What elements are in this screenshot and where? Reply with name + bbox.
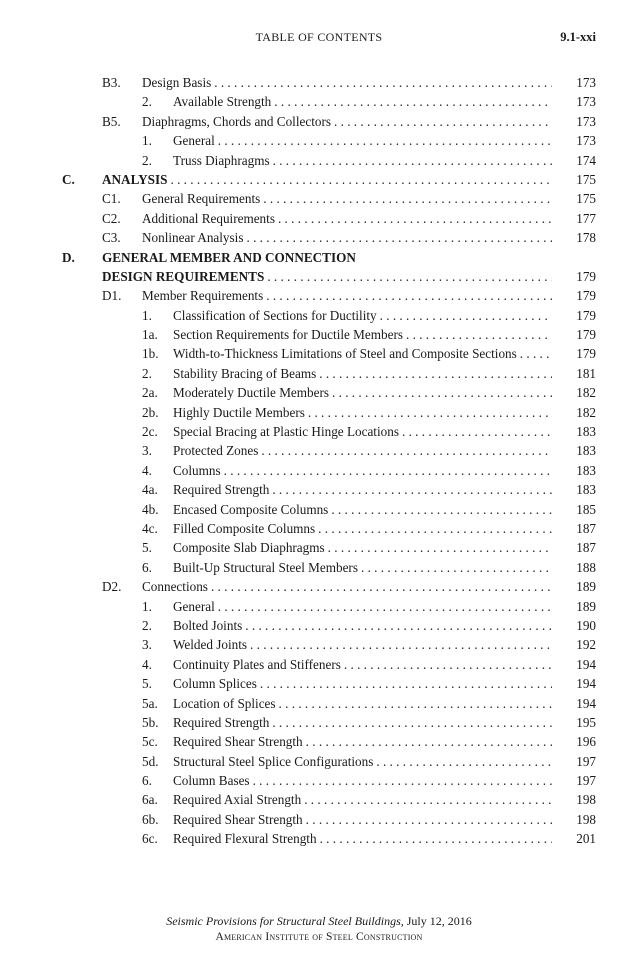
toc-entry-number: 6. xyxy=(142,559,152,575)
toc-entry-number: 4. xyxy=(142,462,152,478)
dot-leader xyxy=(331,500,552,519)
toc-entry xyxy=(0,616,638,635)
toc-entry-title: Required Axial Strength xyxy=(173,792,302,808)
dot-leader xyxy=(318,519,552,538)
toc-entry-title: Columns xyxy=(173,462,221,478)
toc-entry xyxy=(0,519,638,538)
dot-leader xyxy=(250,635,552,654)
toc-entry xyxy=(0,810,638,829)
toc-entry-number: 4c. xyxy=(142,520,158,536)
toc-entry-title: Highly Ductile Members xyxy=(173,404,305,420)
toc-entry xyxy=(0,771,638,790)
page-footer xyxy=(0,913,638,945)
toc-entry-number: B3. xyxy=(102,75,121,90)
toc-entry xyxy=(0,112,638,131)
toc-entry-title: Member Requirements xyxy=(142,288,264,304)
toc-section-heading xyxy=(0,170,638,189)
toc-entry-title: Column Splices xyxy=(173,676,257,692)
dot-leader xyxy=(245,616,552,635)
toc-entry-number: 2a. xyxy=(142,385,158,401)
toc-entry-page: 174 xyxy=(576,152,596,168)
toc-entry-title: Bolted Joints xyxy=(173,617,243,633)
toc-entry-number: B5. xyxy=(102,113,121,129)
toc-entry-title: DESIGN REQUIREMENTS xyxy=(102,268,265,284)
toc-entry-title: Structural Steel Splice Configurations xyxy=(173,753,374,769)
toc-entry-page: 196 xyxy=(576,734,596,750)
toc-entry-page: 185 xyxy=(576,501,596,517)
toc-entry xyxy=(0,655,638,674)
table-of-contents xyxy=(0,73,638,849)
toc-entry-title-line: GENERAL MEMBER AND CONNECTION xyxy=(102,249,356,265)
toc-entry-number: C3. xyxy=(102,230,121,246)
toc-entry xyxy=(0,364,638,383)
toc-entry xyxy=(0,151,638,170)
toc-entry-page: 183 xyxy=(576,424,596,440)
toc-entry-title: Truss Diaphragms xyxy=(173,152,270,168)
dot-leader xyxy=(406,325,552,344)
toc-entry xyxy=(0,73,638,92)
toc-entry-title: Moderately Ductile Members xyxy=(173,385,330,401)
toc-entry xyxy=(0,131,638,150)
dot-leader xyxy=(320,829,552,848)
dot-leader xyxy=(376,752,552,771)
dot-leader xyxy=(402,422,552,441)
toc-entry-title: General xyxy=(173,598,215,614)
dot-leader xyxy=(308,403,552,422)
toc-entry xyxy=(0,577,638,596)
toc-entry-page: 189 xyxy=(576,598,596,614)
dot-leader xyxy=(218,597,552,616)
toc-entry-page: 179 xyxy=(576,288,596,304)
toc-entry-number: 2. xyxy=(142,617,152,633)
toc-entry-page: 173 xyxy=(576,94,596,110)
toc-entry xyxy=(0,713,638,732)
toc-entry-title: General Requirements xyxy=(142,191,261,207)
toc-entry xyxy=(0,383,638,402)
toc-entry xyxy=(0,558,638,577)
toc-entry-page: 179 xyxy=(576,307,596,323)
toc-entry-number: 3. xyxy=(142,443,152,459)
toc-entry-number: 6b. xyxy=(142,811,159,827)
toc-entry-page: 188 xyxy=(576,559,596,575)
dot-leader xyxy=(272,713,552,732)
toc-entry-title: Stability Bracing of Beams xyxy=(173,365,317,381)
toc-entry-number: 1b. xyxy=(142,346,159,362)
dot-leader xyxy=(246,228,552,247)
toc-entry xyxy=(0,92,638,111)
dot-leader xyxy=(261,441,552,460)
toc-entry xyxy=(0,674,638,693)
toc-entry-number: 2c. xyxy=(142,424,158,440)
toc-entry-number: 1. xyxy=(142,133,152,149)
toc-entry-number: 1. xyxy=(142,307,152,323)
toc-entry-title: Special Bracing at Plastic Hinge Locations xyxy=(173,424,399,440)
dot-leader xyxy=(328,538,552,557)
toc-entry-page: 182 xyxy=(576,385,596,401)
toc-entry-title: Column Bases xyxy=(173,773,250,789)
toc-entry-number: C2. xyxy=(102,210,121,226)
toc-entry xyxy=(0,829,638,848)
toc-entry-number: 2. xyxy=(142,152,152,168)
toc-entry-page: 181 xyxy=(576,365,596,381)
toc-entry-number: 5. xyxy=(142,540,152,556)
toc-entry-number: 2. xyxy=(142,365,152,381)
toc-entry-number: D. xyxy=(62,249,75,265)
dot-leader xyxy=(274,92,552,111)
toc-entry-page: 192 xyxy=(576,637,596,653)
toc-entry-title: ANALYSIS xyxy=(102,171,168,187)
toc-entry xyxy=(0,441,638,460)
dot-leader xyxy=(319,364,552,383)
toc-entry-page: 183 xyxy=(576,462,596,478)
toc-entry xyxy=(0,538,638,557)
dot-leader xyxy=(273,151,552,170)
toc-entry xyxy=(0,403,638,422)
toc-entry-title: Required Shear Strength xyxy=(173,811,303,827)
footer-publisher: American Institute of Steel Construction xyxy=(215,931,423,943)
toc-entry-page: 198 xyxy=(576,792,596,808)
dot-leader xyxy=(211,577,552,596)
dot-leader xyxy=(278,209,552,228)
toc-entry xyxy=(0,228,638,247)
toc-entry-page: 175 xyxy=(576,171,596,187)
toc-entry-number: 6. xyxy=(142,773,152,789)
toc-entry-title: Required Shear Strength xyxy=(173,734,303,750)
toc-section-heading xyxy=(0,248,638,267)
dot-leader xyxy=(253,771,552,790)
toc-entry-page: 179 xyxy=(576,268,596,284)
toc-entry-page: 173 xyxy=(576,75,596,90)
toc-entry-title: Composite Slab Diaphragms xyxy=(173,540,325,556)
toc-entry-page: 177 xyxy=(576,210,596,226)
dot-leader xyxy=(306,810,552,829)
toc-entry xyxy=(0,286,638,305)
toc-entry-number: 5a. xyxy=(142,695,158,711)
toc-entry-number: 5c. xyxy=(142,734,158,750)
toc-entry xyxy=(0,597,638,616)
toc-entry-number: 5b. xyxy=(142,714,159,730)
dot-leader xyxy=(380,306,552,325)
toc-entry-title: Width-to-Thickness Limitations of Steel and Composite Sections xyxy=(173,346,517,362)
toc-entry xyxy=(0,209,638,228)
toc-entry-number: 4a. xyxy=(142,482,158,498)
toc-entry-page: 182 xyxy=(576,404,596,420)
dot-leader xyxy=(361,558,552,577)
toc-entry-title: Continuity Plates and Stiffeners xyxy=(173,656,341,672)
toc-entry-title: Available Strength xyxy=(173,94,272,110)
footer-publication-line xyxy=(0,913,638,929)
toc-entry-number: 4b. xyxy=(142,501,159,517)
toc-entry-page: 194 xyxy=(576,676,596,692)
toc-entry-title: Design Basis xyxy=(142,75,212,90)
toc-entry-number: 2. xyxy=(142,94,152,110)
toc-entry xyxy=(0,267,638,286)
toc-entry xyxy=(0,461,638,480)
toc-entry-title: Diaphragms, Chords and Collectors xyxy=(142,113,331,129)
toc-entry xyxy=(0,344,638,363)
toc-entry-page: 190 xyxy=(576,617,596,633)
toc-entry-number: 5d. xyxy=(142,753,159,769)
toc-entry-page: 201 xyxy=(576,831,596,847)
toc-entry xyxy=(0,480,638,499)
toc-entry-page: 197 xyxy=(576,773,596,789)
toc-entry-page: 183 xyxy=(576,443,596,459)
toc-entry-page: 194 xyxy=(576,656,596,672)
dot-leader xyxy=(224,461,552,480)
dot-leader xyxy=(260,674,552,693)
toc-entry-title: Built-Up Structural Steel Members xyxy=(173,559,358,575)
toc-entry-title: Required Strength xyxy=(173,482,270,498)
toc-entry-page: 179 xyxy=(576,327,596,343)
dot-leader xyxy=(170,170,552,189)
dot-leader xyxy=(279,694,552,713)
toc-entry xyxy=(0,500,638,519)
toc-entry-page: 195 xyxy=(576,714,596,730)
toc-entry-number: 4. xyxy=(142,656,152,672)
toc-entry-title: Additional Requirements xyxy=(142,210,275,226)
toc-entry-page: 197 xyxy=(576,753,596,769)
toc-entry-number: C. xyxy=(62,171,75,187)
running-head-title: TABLE OF CONTENTS xyxy=(255,30,383,44)
toc-entry xyxy=(0,422,638,441)
toc-entry-page: 187 xyxy=(576,520,596,536)
toc-entry-page: 173 xyxy=(576,133,596,149)
dot-leader xyxy=(306,732,552,751)
toc-entry-number: 3. xyxy=(142,637,152,653)
toc-entry-page: 189 xyxy=(576,579,596,595)
toc-entry xyxy=(0,189,638,208)
toc-entry-number: 1. xyxy=(142,598,152,614)
toc-entry-page: 198 xyxy=(576,811,596,827)
dot-leader xyxy=(520,344,552,363)
toc-entry-page: 183 xyxy=(576,482,596,498)
toc-entry-number: 5. xyxy=(142,676,152,692)
toc-entry-page: 175 xyxy=(576,191,596,207)
toc-entry-page: 179 xyxy=(576,346,596,362)
toc-entry-title: Welded Joints xyxy=(173,637,248,653)
dot-leader xyxy=(267,267,552,286)
dot-leader xyxy=(304,790,552,809)
page-number: 9.1-xxi xyxy=(560,30,596,44)
toc-entry-page: 194 xyxy=(576,695,596,711)
toc-entry-page: 187 xyxy=(576,540,596,556)
dot-leader xyxy=(272,480,552,499)
toc-entry xyxy=(0,306,638,325)
toc-entry-number: D2. xyxy=(102,579,122,595)
toc-entry-title: Section Requirements for Ductile Members xyxy=(173,327,403,343)
dot-leader xyxy=(334,112,552,131)
toc-entry-title: Location of Splices xyxy=(173,695,276,711)
toc-entry-number: 1a. xyxy=(142,327,158,343)
toc-entry-title: Required Flexural Strength xyxy=(173,831,317,847)
dot-leader xyxy=(214,73,552,92)
toc-entry-title: Filled Composite Columns xyxy=(173,520,316,536)
toc-entry xyxy=(0,635,638,654)
footer-book-title: Seismic Provisions for Structural Steel Buildings, xyxy=(166,914,404,928)
page-header xyxy=(0,30,638,50)
dot-leader xyxy=(266,286,552,305)
toc-entry-number: D1. xyxy=(102,288,122,304)
dot-leader xyxy=(332,383,552,402)
toc-entry xyxy=(0,732,638,751)
toc-entry-title: Connections xyxy=(142,579,208,595)
toc-entry-number: 2b. xyxy=(142,404,159,420)
toc-entry-number: 6c. xyxy=(142,831,158,847)
toc-entry-page: 178 xyxy=(576,230,596,246)
footer-date: July 12, 2016 xyxy=(403,914,472,928)
dot-leader xyxy=(344,655,552,674)
dot-leader xyxy=(218,131,552,150)
toc-entry xyxy=(0,790,638,809)
toc-entry-title: Required Strength xyxy=(173,714,270,730)
toc-entry-title: Classification of Sections for Ductility xyxy=(173,307,377,323)
toc-entry-title: Protected Zones xyxy=(173,443,259,459)
toc-entry-title: Encased Composite Columns xyxy=(173,501,329,517)
toc-entry-title: General xyxy=(173,133,215,149)
dot-leader xyxy=(263,189,552,208)
toc-entry-number: 6a. xyxy=(142,792,158,808)
toc-entry xyxy=(0,325,638,344)
toc-entry-page: 173 xyxy=(576,113,596,129)
toc-entry xyxy=(0,694,638,713)
toc-entry-number: C1. xyxy=(102,191,121,207)
toc-entry-title: Nonlinear Analysis xyxy=(142,230,244,246)
toc-entry xyxy=(0,752,638,771)
